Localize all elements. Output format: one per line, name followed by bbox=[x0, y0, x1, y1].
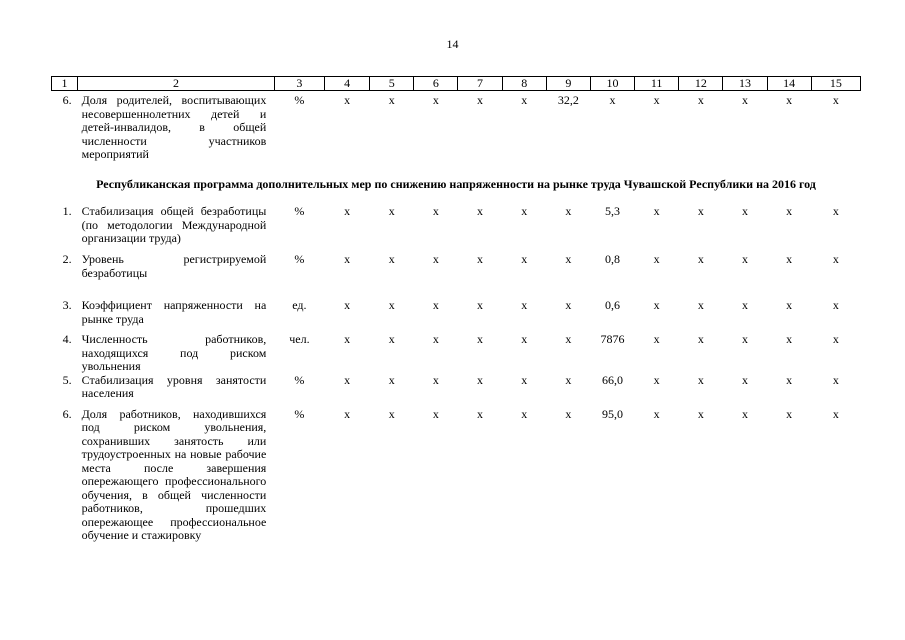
indicator-value: 0,6 bbox=[605, 298, 620, 312]
indicator-value: х bbox=[344, 252, 351, 266]
indicator-value: х bbox=[653, 93, 660, 107]
unit-of-measure: ед. bbox=[292, 298, 307, 312]
indicator-value: х bbox=[565, 204, 572, 218]
indicator-value: х bbox=[432, 298, 439, 312]
column-header-14: 14 bbox=[767, 77, 811, 91]
indicator-value: х bbox=[432, 252, 439, 266]
indicator-value: 32,2 bbox=[557, 93, 579, 107]
indicator-value: х bbox=[388, 372, 395, 387]
indicator-value: х bbox=[477, 298, 484, 312]
indicator-value: х bbox=[653, 252, 660, 266]
indicator-value: х bbox=[832, 298, 839, 312]
indicator-value: х bbox=[477, 372, 484, 387]
indicator-value: х bbox=[697, 93, 704, 107]
table-row bbox=[52, 333, 861, 374]
indicator-value: х bbox=[521, 332, 528, 346]
indicator-name: Доля родителей, воспитывающих несовершеннолетних детей и детей-инвалидов, в общей численности участников мероприятий bbox=[81, 93, 267, 161]
indicator-value: 0,8 bbox=[605, 252, 620, 266]
column-header-5: 5 bbox=[370, 77, 414, 91]
section-heading-row bbox=[52, 162, 861, 206]
indicator-table bbox=[51, 76, 861, 543]
column-header-7: 7 bbox=[458, 77, 502, 91]
indicator-value: х bbox=[741, 332, 748, 346]
column-header-6: 6 bbox=[414, 77, 458, 91]
indicator-value: х bbox=[832, 252, 839, 266]
unit-of-measure: % bbox=[294, 372, 305, 387]
indicator-value: х bbox=[786, 204, 793, 218]
indicator-value: х bbox=[432, 332, 439, 346]
table-row bbox=[52, 205, 861, 253]
indicator-value: х bbox=[697, 332, 704, 346]
column-header-11: 11 bbox=[635, 77, 679, 91]
row-number: 6. bbox=[62, 93, 72, 107]
indicator-value: х bbox=[432, 372, 439, 387]
table-row bbox=[52, 299, 861, 333]
indicator-value: х bbox=[388, 332, 395, 346]
table-row bbox=[52, 374, 861, 408]
indicator-value: х bbox=[741, 406, 748, 421]
row-number: 3. bbox=[62, 298, 72, 312]
column-header-2: 2 bbox=[78, 77, 275, 91]
indicator-value: х bbox=[697, 298, 704, 312]
indicator-value: х bbox=[786, 332, 793, 346]
indicator-value: х bbox=[521, 93, 528, 107]
indicator-value: х bbox=[432, 204, 439, 218]
indicator-value: 5,3 bbox=[605, 204, 620, 218]
indicator-value: х bbox=[565, 406, 572, 421]
indicator-value: х bbox=[344, 406, 351, 421]
unit-of-measure: % bbox=[294, 93, 305, 107]
indicator-value: х bbox=[477, 406, 484, 421]
indicator-value: х bbox=[388, 406, 395, 421]
table-row bbox=[52, 91, 861, 162]
indicator-value: х bbox=[432, 93, 439, 107]
indicator-value: х bbox=[521, 298, 528, 312]
indicator-value: х bbox=[521, 372, 528, 387]
column-header-12: 12 bbox=[679, 77, 723, 91]
indicator-value: х bbox=[565, 372, 572, 387]
row-number: 5. bbox=[62, 372, 72, 387]
indicator-value: 66,0 bbox=[602, 372, 623, 387]
indicator-value: х bbox=[653, 332, 660, 346]
column-header-1: 1 bbox=[52, 77, 78, 91]
indicator-value: х bbox=[477, 332, 484, 346]
column-header-8: 8 bbox=[502, 77, 546, 91]
indicator-value: х bbox=[344, 298, 351, 312]
indicator-value: х bbox=[832, 372, 839, 387]
indicator-value: х bbox=[388, 93, 395, 107]
row-number: 6. bbox=[62, 406, 72, 421]
column-header-4: 4 bbox=[324, 77, 369, 91]
unit-of-measure: % bbox=[294, 252, 305, 266]
indicator-value: х bbox=[832, 406, 839, 421]
unit-of-measure: % bbox=[294, 406, 305, 421]
indicator-value: х bbox=[388, 252, 395, 266]
indicator-value: х bbox=[786, 252, 793, 266]
indicator-value: х bbox=[653, 298, 660, 312]
indicator-value: х bbox=[477, 252, 484, 266]
indicator-value: х bbox=[697, 372, 704, 387]
indicator-value: х bbox=[565, 298, 572, 312]
indicator-value: х bbox=[521, 406, 528, 421]
indicator-value: х bbox=[697, 252, 704, 266]
indicator-value: х bbox=[344, 93, 351, 107]
indicator-value: х bbox=[786, 93, 793, 107]
indicator-value: х bbox=[741, 252, 748, 266]
unit-of-measure: чел. bbox=[289, 332, 310, 346]
row-number: 4. bbox=[62, 332, 72, 346]
column-header-10: 10 bbox=[590, 77, 634, 91]
column-header-15: 15 bbox=[811, 77, 860, 91]
table-row bbox=[52, 253, 861, 299]
indicator-value: х bbox=[741, 372, 748, 387]
table-row bbox=[52, 408, 861, 543]
unit-of-measure: % bbox=[294, 204, 305, 218]
indicator-value: х bbox=[388, 298, 395, 312]
indicator-value: х bbox=[832, 204, 839, 218]
indicator-name: Коэффициент напряженности на рынке труда bbox=[81, 298, 267, 326]
page-number: 14 bbox=[446, 37, 459, 51]
indicator-value: х bbox=[521, 204, 528, 218]
indicator-value: х bbox=[432, 406, 439, 421]
indicator-value: х bbox=[565, 332, 572, 346]
indicator-value: х bbox=[653, 406, 660, 421]
row-number: 1. bbox=[62, 204, 72, 218]
indicator-value: х bbox=[786, 298, 793, 312]
indicator-value: х bbox=[741, 204, 748, 218]
indicator-value: х bbox=[344, 372, 351, 387]
indicator-value: х bbox=[697, 204, 704, 218]
indicator-name: Уровень регистрируемой безработицы bbox=[81, 252, 267, 280]
column-header-3: 3 bbox=[274, 77, 324, 91]
indicator-value: х bbox=[832, 332, 839, 346]
column-header-13: 13 bbox=[723, 77, 767, 91]
indicator-name: Численность работников, находящихся под риском увольнения bbox=[81, 332, 267, 373]
indicator-value: х bbox=[741, 93, 748, 107]
indicator-value: х bbox=[653, 204, 660, 218]
indicator-value: х bbox=[697, 406, 704, 421]
indicator-value: х bbox=[521, 252, 528, 266]
indicator-value: х bbox=[786, 406, 793, 421]
indicator-name: Стабилизация общей безработицы (по методологии Международной организации труда) bbox=[81, 204, 267, 245]
header-row bbox=[52, 77, 861, 91]
indicator-name: Доля работников, находившихся под риском увольнения, сохранивших занятость или трудоустроенных на новые рабочие места после завершения опережающего профессионального обучения, в общей численности работников, прошедших опережающее профессиональное обучение и стажировку bbox=[81, 406, 267, 542]
indicator-value: х bbox=[477, 93, 484, 107]
indicator-value: х bbox=[741, 298, 748, 312]
column-header-9: 9 bbox=[546, 77, 590, 91]
indicator-value: х bbox=[477, 204, 484, 218]
indicator-value: 7876 bbox=[600, 332, 625, 346]
indicator-value: х bbox=[653, 372, 660, 387]
indicator-value: х bbox=[344, 332, 351, 346]
indicator-value: х bbox=[786, 372, 793, 387]
indicator-value: 95,0 bbox=[602, 406, 623, 421]
section-title: Республиканская программа дополнительных мер по снижению напряженности на рынке труда Чувашской Республики на 2016 год bbox=[96, 176, 816, 191]
indicator-value: х bbox=[832, 93, 839, 107]
indicator-value: х bbox=[388, 204, 395, 218]
row-number: 2. bbox=[62, 252, 72, 266]
indicator-value: х bbox=[344, 204, 351, 218]
indicator-name: Стабилизация уровня занятости населения bbox=[81, 372, 267, 400]
indicator-value: х bbox=[565, 252, 572, 266]
indicator-value: х bbox=[609, 93, 616, 107]
